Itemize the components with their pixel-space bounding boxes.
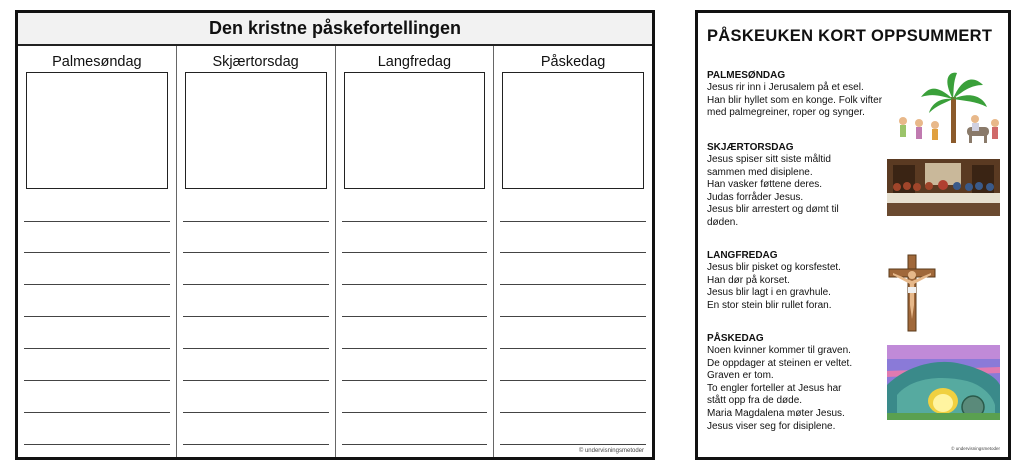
writing-line[interactable] (342, 348, 488, 349)
writing-line[interactable] (500, 348, 646, 349)
writing-line[interactable] (500, 412, 646, 413)
empty-tomb-illustration (887, 345, 1000, 420)
summary-sheet (695, 10, 1011, 460)
drawing-box[interactable] (26, 72, 168, 189)
section-palmesondag (707, 69, 892, 120)
summary-title: PÅSKEUKEN KORT OPPSUMMERT (707, 27, 993, 45)
column-heading: Påskedag (540, 54, 606, 70)
writing-line[interactable] (342, 316, 488, 317)
writing-line[interactable] (24, 252, 170, 253)
writing-line[interactable] (183, 348, 329, 349)
section-line: Maria Magdalena møter Jesus. (707, 407, 845, 419)
section-paskedag (707, 332, 892, 433)
writing-line[interactable] (183, 412, 329, 413)
drawing-box[interactable] (502, 72, 644, 189)
section-line: stått opp fra de døde. (707, 395, 803, 407)
section-line: Judas forråder Jesus. (707, 191, 804, 203)
writing-line[interactable] (24, 284, 170, 285)
section-line: To engler forteller at Jesus har (707, 382, 842, 394)
writing-line[interactable] (500, 252, 646, 253)
section-line: Han blir hyllet som en konge. Folk vifter (707, 94, 883, 106)
column-skjaertorsdag (177, 46, 336, 457)
section-line: Jesus blir pisket og korsfestet. (707, 262, 841, 273)
section-line: Jesus blir lagt i en gravhule. (707, 287, 831, 299)
section-line: med palmegreiner, roper og synger. (707, 107, 865, 119)
section-skjaertorsdag (707, 141, 892, 230)
section-line: døden. (707, 216, 739, 228)
writing-line[interactable] (24, 316, 170, 317)
summary-copyright: © undervisningsmetoder (951, 446, 1000, 451)
section-line: Noen kvinner kommer til graven. (707, 345, 851, 356)
writing-line[interactable] (183, 444, 329, 445)
writing-line[interactable] (342, 284, 488, 285)
section-line: De oppdager at steinen er veltet. (707, 357, 853, 369)
worksheet-columns (18, 46, 652, 457)
section-heading: PÅSKEDAG (707, 333, 764, 344)
column-langfredag (336, 46, 495, 457)
writing-line[interactable] (500, 380, 646, 381)
section-line: Graven er tom. (707, 370, 774, 382)
writing-line[interactable] (183, 380, 329, 381)
writing-line[interactable] (342, 412, 488, 413)
drawing-box[interactable] (185, 72, 327, 189)
writing-line[interactable] (500, 284, 646, 285)
writing-line[interactable] (24, 348, 170, 349)
worksheet-copyright: © undervisningsmetoder (578, 448, 644, 454)
worksheet-title: Den kristne påskefortellingen (18, 13, 652, 46)
section-heading: SKJÆRTORSDAG (707, 142, 794, 153)
drawing-box[interactable] (344, 72, 486, 189)
column-heading: Palmesøndag (52, 54, 142, 70)
writing-line[interactable] (342, 221, 488, 222)
section-heading: PALMESØNDAG (707, 70, 786, 81)
column-paskedag (494, 46, 652, 457)
section-langfredag (707, 249, 892, 312)
section-line: Jesus blir arrestert og dømt til (707, 204, 839, 216)
writing-line[interactable] (500, 221, 646, 222)
writing-line[interactable] (342, 380, 488, 381)
writing-line[interactable] (24, 221, 170, 222)
writing-line[interactable] (183, 221, 329, 222)
worksheet (15, 10, 655, 460)
writing-line[interactable] (183, 252, 329, 253)
section-heading: LANGFREDAG (707, 250, 778, 261)
writing-line[interactable] (183, 284, 329, 285)
section-line: sammen med disiplene. (707, 166, 813, 178)
writing-line[interactable] (24, 412, 170, 413)
writing-line[interactable] (342, 252, 488, 253)
column-palmesondag (18, 46, 177, 457)
crucifix-illustration (887, 253, 937, 333)
section-line: Jesus rir inn i Jerusalem på et esel. (707, 82, 864, 93)
writing-line[interactable] (500, 444, 646, 445)
last-supper-painting (887, 159, 1000, 216)
column-heading: Langfredag (377, 54, 452, 70)
section-line: En stor stein blir rullet foran. (707, 299, 832, 311)
writing-line[interactable] (183, 316, 329, 317)
section-line: Jesus spiser sitt siste måltid (707, 154, 831, 165)
section-line: Jesus viser seg for disiplene. (707, 420, 836, 432)
writing-line[interactable] (24, 444, 170, 445)
column-heading: Skjærtorsdag (212, 54, 299, 70)
section-line: Han vasker føttene deres. (707, 179, 823, 191)
writing-line[interactable] (500, 316, 646, 317)
palm-procession-illustration (891, 69, 1003, 145)
section-line: Han dør på korset. (707, 274, 790, 286)
writing-line[interactable] (342, 444, 488, 445)
writing-line[interactable] (24, 380, 170, 381)
